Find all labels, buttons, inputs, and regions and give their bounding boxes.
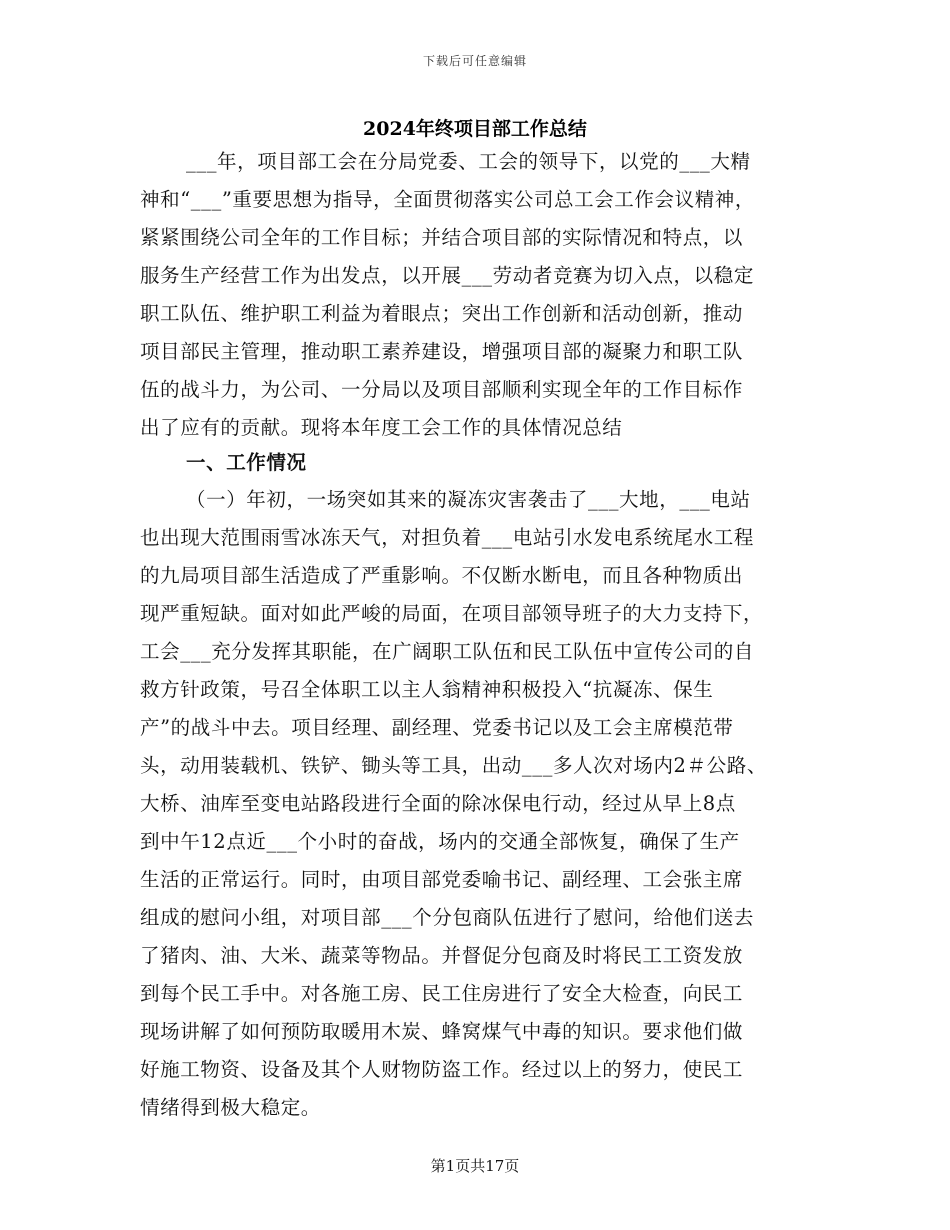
intro-line: 出了应有的贡献。现将本年度工会工作的具体情况总结 <box>140 416 623 439</box>
section-line: 现严重短缺。面对如此严峻的局面，在项目部领导班子的大力支持下， <box>140 602 764 625</box>
section-line: 生活的正常运行。同时，由项目部党委喻书记、副经理、工会张主席 <box>140 868 744 891</box>
intro-line: 伍的战斗力，为公司、一分局以及项目部顺利实现全年的工作目标作 <box>140 378 744 401</box>
section-line: 的九局项目部生活造成了严重影响。不仅断水断电，而且各种物质出 <box>140 564 744 587</box>
section-heading: 一、工作情况 <box>186 451 307 474</box>
section-line: 到每个民工手中。对各施工房、民工住房进行了安全大检查，向民工 <box>140 982 744 1005</box>
section-line: 现场讲解了如何预防取暖用木炭、蜂窝煤气中毒的知识。要求他们做 <box>140 1020 744 1043</box>
section-line: 救方针政策，号召全体职工以主人翁精神积极投入“抗凝冻、保生 <box>140 678 714 701</box>
section-line: 工会___充分发挥其职能，在广阔职工队伍和民工队伍中宣传公司的自 <box>140 640 754 663</box>
intro-line: 职工队伍、维护职工利益为着眼点；突出工作创新和活动创新，推动 <box>140 302 744 325</box>
section-line: （一）年初，一场突如其来的凝冻灾害袭击了___大地，___电站 <box>186 488 751 511</box>
section-line: 大桥、油库至变电站路段进行全面的除冰保电行动，经过从早上8点 <box>140 792 736 815</box>
section-line: 头，动用装载机、铁铲、锄头等工具，出动___多人次对场内2＃公路、 <box>140 754 767 777</box>
intro-line: 项目部民主管理，推动职工素养建设，增强项目部的凝聚力和职工队 <box>140 340 744 363</box>
intro-line: 服务生产经营工作为出发点，以开展___劳动者竞赛为切入点，以稳定 <box>140 264 754 287</box>
document-title: 2024年终项目部工作总结 <box>363 118 587 140</box>
header-note: 下载后可任意编辑 <box>422 54 527 68</box>
section-line: 到中午12点近___个小时的奋战，场内的交通全部恢复，确保了生产 <box>140 830 740 853</box>
section-line: 了猪肉、油、大米、蔬菜等物品。并督促分包商及时将民工工资发放 <box>140 944 744 967</box>
intro-line: ___年，项目部工会在分局党委、工会的领导下，以党的___大精 <box>186 150 751 173</box>
intro-line: 神和“___”重要思想为指导，全面贯彻落实公司总工会工作会议精神， <box>140 188 755 211</box>
intro-line: 紧紧围绕公司全年的工作目标；并结合项目部的实际情况和特点，以 <box>140 226 744 249</box>
section-line: 好施工物资、设备及其个人财物防盗工作。经过以上的努力，使民工 <box>140 1058 744 1081</box>
section-line: 组成的慰问小组，对项目部___个分包商队伍进行了慰问，给他们送去 <box>140 906 754 929</box>
section-line: 产”的战斗中去。项目经理、副经理、党委书记以及工会主席模范带 <box>140 716 734 739</box>
page-number: 第1页共17页 <box>430 1157 520 1175</box>
section-line: 也出现大范围雨雪冰冻天气，对担负着___电站引水发电系统尾水工程 <box>140 526 754 549</box>
section-line: 情绪得到极大稳定。 <box>140 1096 321 1119</box>
